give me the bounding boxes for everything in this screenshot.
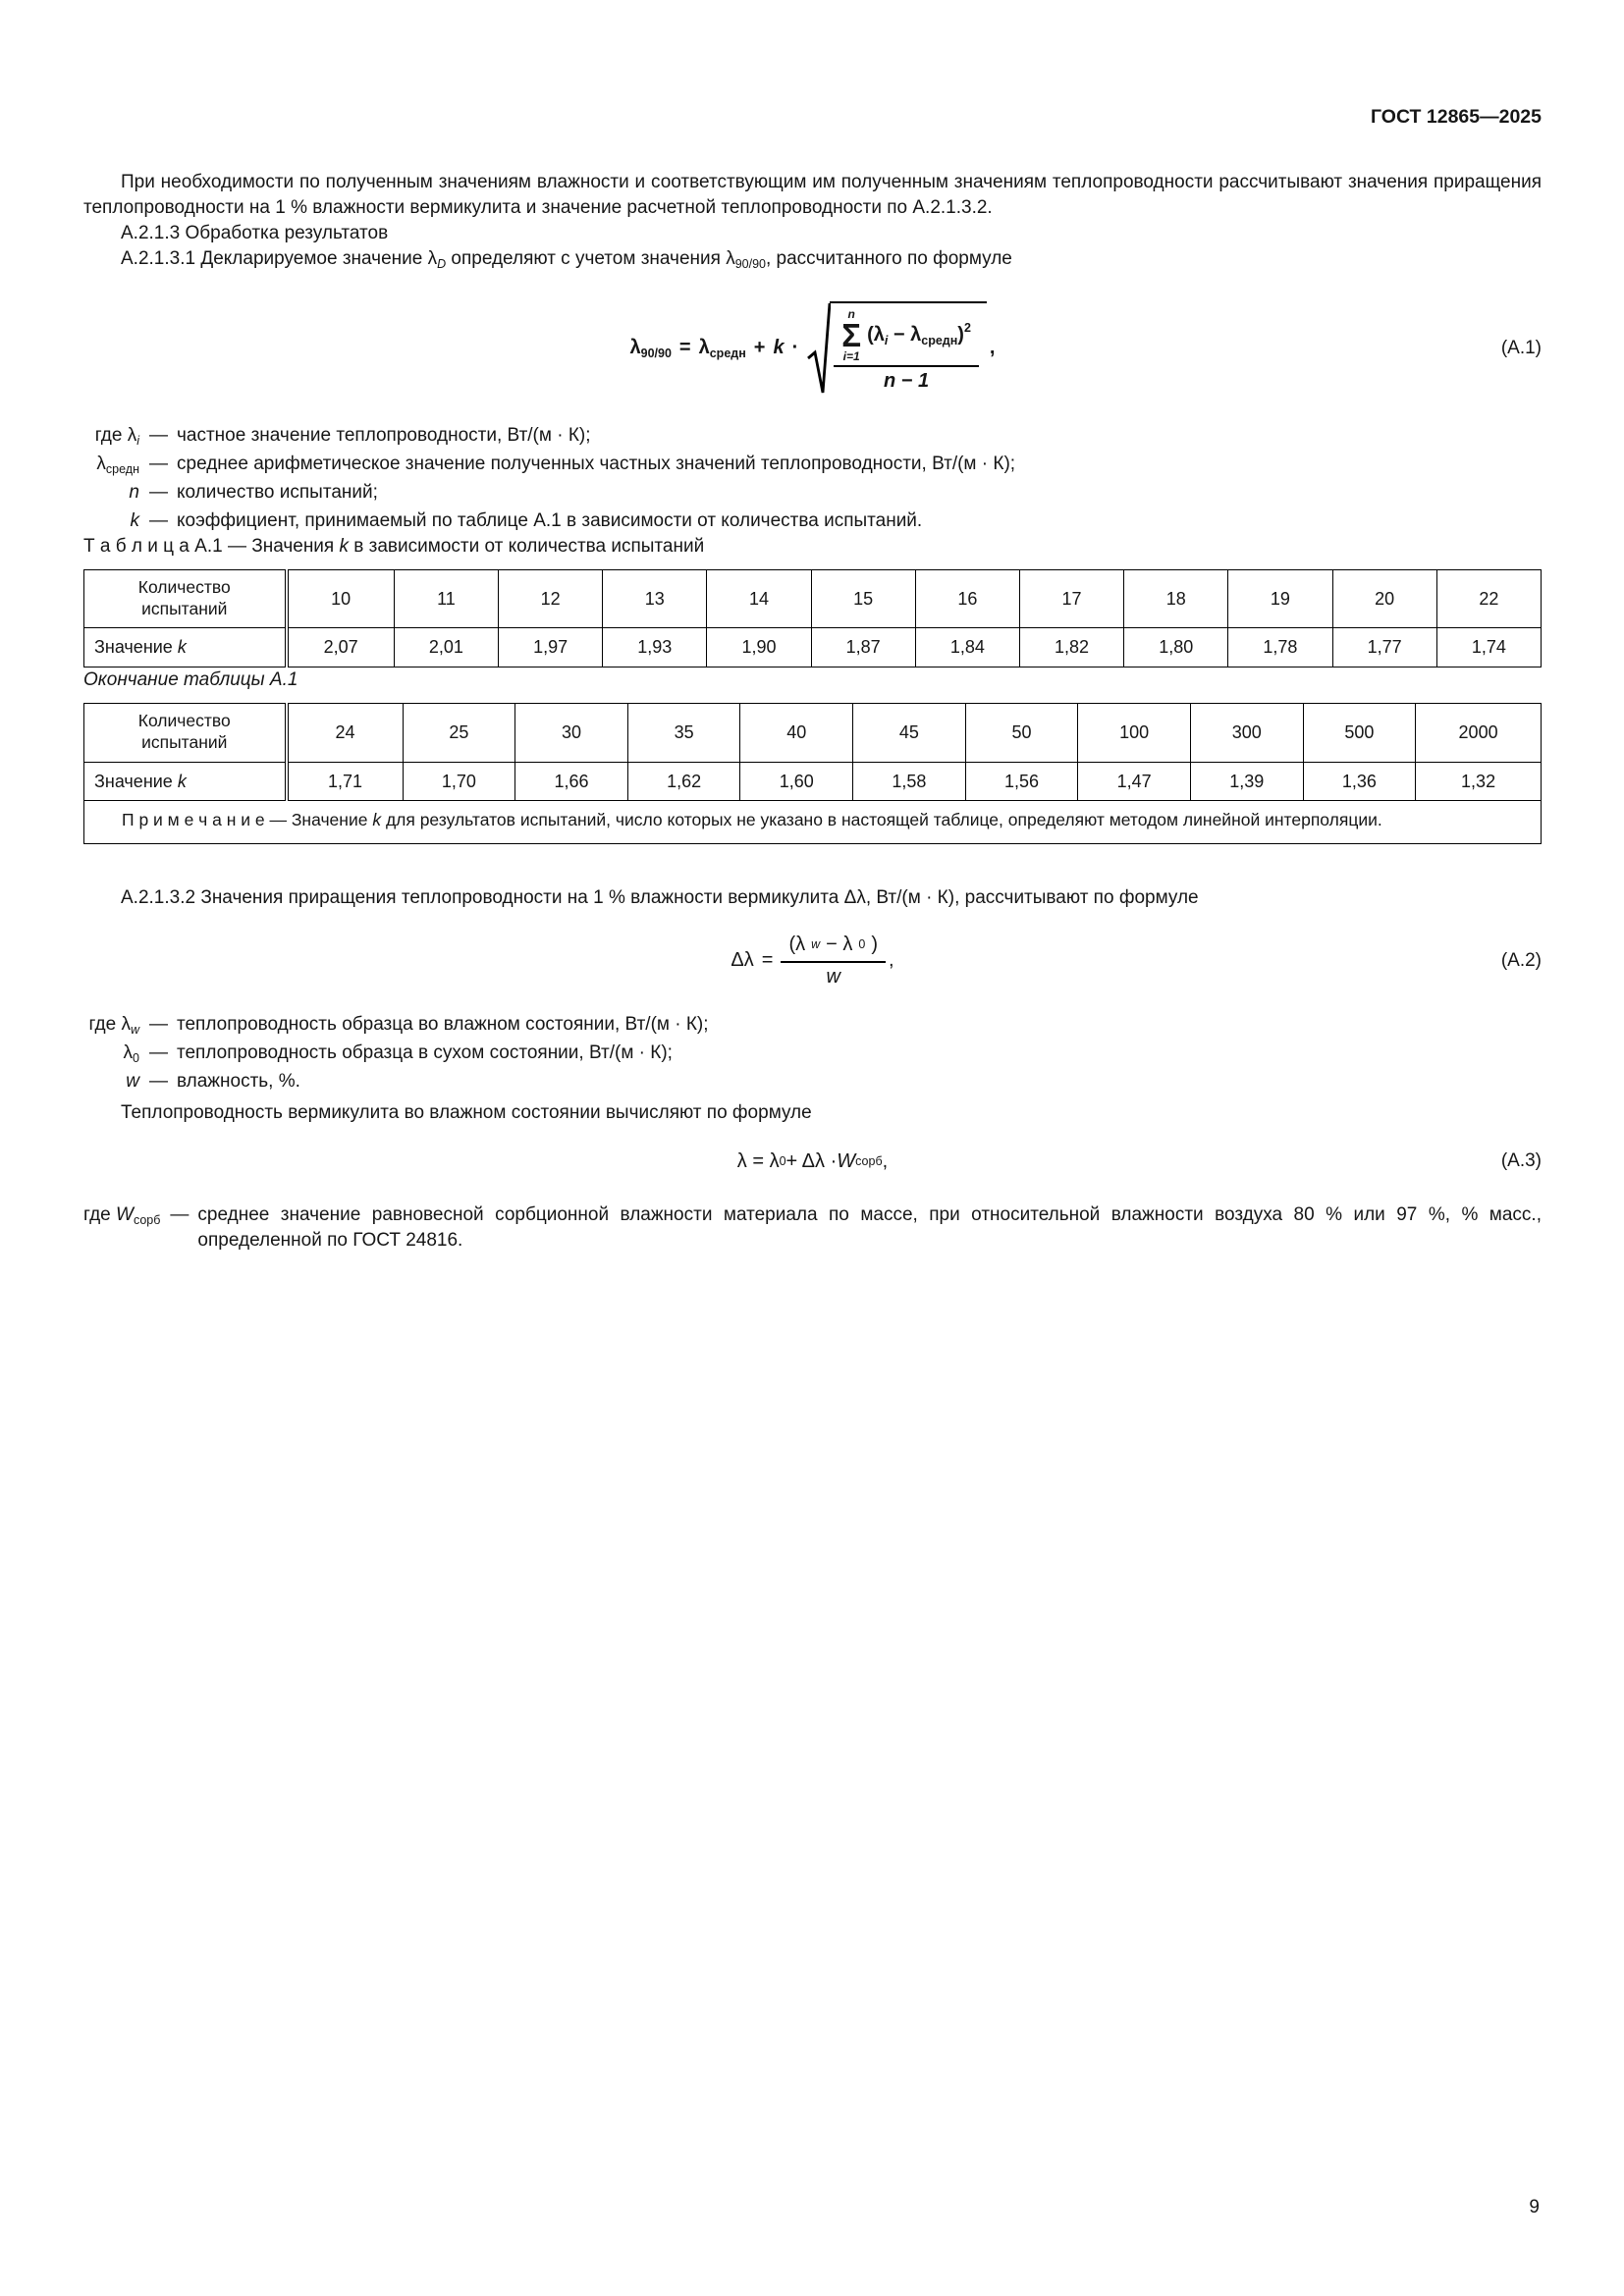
numerator: (λ w − λ 0 ) <box>781 931 886 963</box>
count-cell: 50 <box>965 704 1078 763</box>
w-sorb-symbol: W <box>116 1204 134 1226</box>
where-word: где <box>94 424 128 446</box>
superscript-2: 2 <box>963 320 971 335</box>
mean-term <box>699 335 746 361</box>
subscript-i: i <box>136 433 139 448</box>
definition-row <box>83 452 1542 477</box>
comma: , <box>889 948 894 971</box>
definition-term <box>83 1202 160 1254</box>
sum-lower-limit: i=1 <box>842 349 860 364</box>
table-header-row <box>84 704 1542 763</box>
count-cell: 22 <box>1436 569 1541 628</box>
lambda-symbol: λ <box>698 337 710 359</box>
count-cell: 40 <box>740 704 853 763</box>
table-note-row <box>84 801 1542 843</box>
lambda-symbol: λ <box>96 453 106 474</box>
text-run: Декларируемое значение <box>195 247 428 269</box>
definition-text: теплопроводность образца в сухом состоянии, Вт/(м · К); <box>177 1042 673 1064</box>
formula-a1-block <box>83 301 1542 396</box>
table-value-row <box>84 762 1542 801</box>
squared-expression <box>867 322 971 348</box>
summation <box>841 308 861 362</box>
em-dash: — <box>149 509 168 531</box>
count-cell: 500 <box>1303 704 1416 763</box>
delta-lambda-symbol: Δλ <box>731 948 754 971</box>
text-run: определяют с учетом значения <box>446 247 727 269</box>
paragraph-a2132 <box>83 885 1542 911</box>
count-cell: 12 <box>499 569 603 628</box>
count-cell: 300 <box>1190 704 1303 763</box>
definitions-a2 <box>83 1012 1542 1095</box>
k-row-label: Значение <box>94 637 178 658</box>
definition-row <box>83 480 1542 506</box>
count-cell: 16 <box>915 569 1019 628</box>
k-value-cell: 1,60 <box>740 762 853 801</box>
k-value-cell: 1,93 <box>603 628 707 667</box>
lambda-symbol: λ <box>629 337 641 359</box>
table-a1-continuation <box>83 703 1542 844</box>
doc-number: ГОСТ 12865—2025 <box>1371 106 1542 128</box>
paragraph-wet: Теплопроводность вермикулита во влажном состоянии вычисляют по формуле <box>121 1102 812 1124</box>
corner-cell <box>84 569 287 628</box>
count-cell: 18 <box>1124 569 1228 628</box>
comma: , <box>882 1149 889 1172</box>
definition-text: частное значение теплопроводности, Вт/(м · К); <box>177 424 591 446</box>
heading-a213: А.2.1.3 Обработка результатов <box>121 222 389 243</box>
definitions-a1 <box>83 423 1542 534</box>
note-text: для результатов испытаний, число которых не указано в настоящей таблице, определяют методом линейной интерполяции. <box>381 810 1382 830</box>
text-run: Значения приращения теплопроводности на 1 % влажности вермикулита Δλ, Вт/(м · К), рассчитывают по формуле <box>195 886 1199 908</box>
count-cell: 15 <box>811 569 915 628</box>
em-dash: — <box>149 424 168 446</box>
clause-number: А.2.1.3.1 <box>121 247 196 269</box>
corner-label: Количество испытаний <box>137 576 231 618</box>
page-number: 9 <box>1529 2197 1540 2217</box>
definition-text: среднее значение равновесной сорбционной влажности материала по массе, при относительной влажности воздуха 80 % или 97 %, % масс., определенной по ГОСТ 24816. <box>197 1204 1542 1252</box>
equals-sign: = <box>678 337 691 359</box>
formula-a2 <box>731 931 893 991</box>
definition-term: n <box>129 481 139 503</box>
k-symbol: k <box>177 637 187 658</box>
formula-a1 <box>630 301 996 396</box>
count-cell: 24 <box>287 704 404 763</box>
text-run: λ = λ <box>736 1149 780 1172</box>
text-run: (λ <box>867 323 885 346</box>
k-value-cell: 2,07 <box>287 628 395 667</box>
sqrt-icon <box>806 301 831 396</box>
numerator <box>834 307 979 367</box>
k-value-cell: 1,74 <box>1436 628 1541 667</box>
k-value-cell: 1,78 <box>1228 628 1332 667</box>
k-value-cell: 1,82 <box>1019 628 1123 667</box>
definition-row <box>83 1069 1542 1095</box>
em-dash: — <box>149 1014 168 1036</box>
count-cell: 20 <box>1332 569 1436 628</box>
k-row-label-cell <box>84 762 287 801</box>
definition-text: влажность, %. <box>177 1071 300 1093</box>
em-dash: — <box>149 1071 168 1093</box>
em-dash: — <box>149 453 168 474</box>
definition-row <box>83 1041 1542 1066</box>
k-value-cell: 1,62 <box>627 762 740 801</box>
k-symbol: k <box>773 337 785 359</box>
k-value-cell: 1,90 <box>707 628 811 667</box>
text-run: , рассчитанного по формуле <box>765 247 1012 269</box>
lhs-term <box>630 335 672 361</box>
k-value-cell: 1,56 <box>965 762 1078 801</box>
formula-a3-block <box>83 1140 1542 1183</box>
lambda-symbol: λ <box>121 1014 131 1036</box>
subscript-d: D <box>437 256 447 271</box>
em-dash: — <box>149 1042 168 1064</box>
table-a1-continuation-title: Окончание таблицы А.1 <box>83 669 298 691</box>
count-cell: 19 <box>1228 569 1332 628</box>
note-text: П р и м е ч а н и е — Значение <box>122 810 373 830</box>
k-value-cell: 1,97 <box>499 628 603 667</box>
count-cell: 25 <box>403 704 515 763</box>
count-cell: 2000 <box>1416 704 1542 763</box>
k-row-label: Значение <box>94 771 178 791</box>
definition-row <box>83 1202 1542 1254</box>
k-value-cell: 1,80 <box>1124 628 1228 667</box>
page-content <box>83 170 1542 1255</box>
k-symbol: k <box>339 535 349 557</box>
count-cell: 35 <box>627 704 740 763</box>
definition-term <box>83 1012 139 1038</box>
count-cell: 100 <box>1078 704 1191 763</box>
count-cell: 17 <box>1019 569 1123 628</box>
equals-sign: = <box>761 948 774 971</box>
subscript-9090: 90/90 <box>640 347 672 361</box>
intro-paragraph: При необходимости по полученным значениям влажности и соответствующим им полученным значениям теплопроводности рассчитывают значения приращения теплопроводности на 1 % влажности вермикулита и значение расчетной теплопроводности по А.2.1.3.2. <box>83 171 1542 218</box>
formula-label-a3: (А.3) <box>1500 1150 1542 1172</box>
fraction <box>834 307 979 396</box>
text-run: − λ <box>826 933 853 955</box>
where-word: где <box>88 1014 122 1036</box>
definition-row <box>83 508 1542 534</box>
definition-row <box>83 1012 1542 1038</box>
k-value-cell: 1,32 <box>1416 762 1542 801</box>
where-word: где <box>83 1204 117 1226</box>
definition-term: w <box>126 1071 139 1093</box>
definition-text: коэффициент, принимаемый по таблице А.1 в зависимости от количества испытаний. <box>177 509 923 531</box>
corner-cell <box>84 704 287 763</box>
definitions-a3 <box>83 1202 1542 1254</box>
text-run: ) <box>957 323 964 346</box>
k-value-cell: 1,66 <box>515 762 628 801</box>
table-a1 <box>83 569 1542 667</box>
fraction <box>781 931 886 991</box>
table-a1-caption <box>83 534 1542 560</box>
definition-term <box>83 452 139 477</box>
text-run: + Δλ · <box>785 1149 838 1172</box>
lambda-symbol: λ <box>127 424 137 446</box>
comma: , <box>989 337 996 359</box>
denominator: w <box>826 966 840 988</box>
k-row-label-cell <box>84 628 287 667</box>
k-value-cell: 1,71 <box>287 762 404 801</box>
definition-term <box>83 423 139 449</box>
subscript-9090: 90/90 <box>734 256 766 271</box>
lambda-symbol: λ <box>427 247 438 269</box>
k-value-cell: 2,01 <box>394 628 498 667</box>
table-header-row <box>84 569 1542 628</box>
corner-label: Количество испытаний <box>137 711 231 752</box>
k-value-cell: 1,39 <box>1190 762 1303 801</box>
denominator: n − 1 <box>884 370 930 393</box>
count-cell: 11 <box>394 569 498 628</box>
k-value-cell: 1,87 <box>811 628 915 667</box>
w-sorb-symbol: W <box>837 1149 856 1172</box>
formula-label-a2: (А.2) <box>1500 949 1542 971</box>
table-note <box>84 801 1542 843</box>
definition-term: k <box>130 509 139 531</box>
table-value-row <box>84 628 1542 667</box>
subscript-mean: средн <box>709 347 746 361</box>
definition-text: теплопроводность образца во влажном состоянии, Вт/(м · К); <box>177 1014 709 1036</box>
text-run: (λ <box>788 933 806 955</box>
lambda-symbol: λ <box>726 247 735 269</box>
caption-text: в зависимости от количества испытаний <box>349 535 705 557</box>
subscript-mean: средн <box>921 333 958 347</box>
radical <box>806 301 987 396</box>
text-run: ) <box>871 933 879 955</box>
definition-row <box>83 423 1542 449</box>
count-cell: 45 <box>853 704 966 763</box>
paragraph-a2131 <box>83 246 1542 272</box>
k-value-cell: 1,58 <box>853 762 966 801</box>
subscript-mean: средн <box>105 461 139 476</box>
radicand <box>830 301 987 396</box>
formula-a2-block <box>83 931 1542 991</box>
count-cell: 30 <box>515 704 628 763</box>
definition-text: количество испытаний; <box>177 481 378 503</box>
formula-a3: λ = λ 0 + Δλ · W сорб , <box>737 1148 888 1175</box>
k-symbol: k <box>372 810 382 830</box>
text-run: − λ <box>888 323 922 346</box>
formula-label-a1: (А.1) <box>1500 337 1542 358</box>
count-cell: 13 <box>603 569 707 628</box>
em-dash: — <box>170 1204 189 1226</box>
clause-number: А.2.1.3.2 <box>121 886 196 908</box>
sum-upper-limit: n <box>847 306 855 321</box>
subscript-0: 0 <box>133 1051 139 1066</box>
k-value-cell: 1,84 <box>915 628 1019 667</box>
multiply-dot: · <box>791 337 799 359</box>
sigma-symbol: Σ <box>841 316 862 353</box>
count-cell: 10 <box>287 569 395 628</box>
k-symbol: k <box>177 771 187 791</box>
subscript-w: w <box>130 1023 139 1038</box>
lambda-symbol: λ <box>123 1042 134 1064</box>
subscript-i: i <box>884 333 889 347</box>
definition-term <box>83 1041 139 1066</box>
k-value-cell: 1,36 <box>1303 762 1416 801</box>
subscript-sorb: сорб <box>133 1213 161 1228</box>
definition-text: среднее арифметическое значение полученных частных значений теплопроводности, Вт/(м · К); <box>177 453 1016 474</box>
plus-sign: + <box>753 337 766 359</box>
em-dash: — <box>149 481 168 503</box>
count-cell: 14 <box>707 569 811 628</box>
k-value-cell: 1,77 <box>1332 628 1436 667</box>
caption-text: Т а б л и ц а А.1 — Значения <box>83 535 340 557</box>
k-value-cell: 1,70 <box>403 762 515 801</box>
k-value-cell: 1,47 <box>1078 762 1191 801</box>
